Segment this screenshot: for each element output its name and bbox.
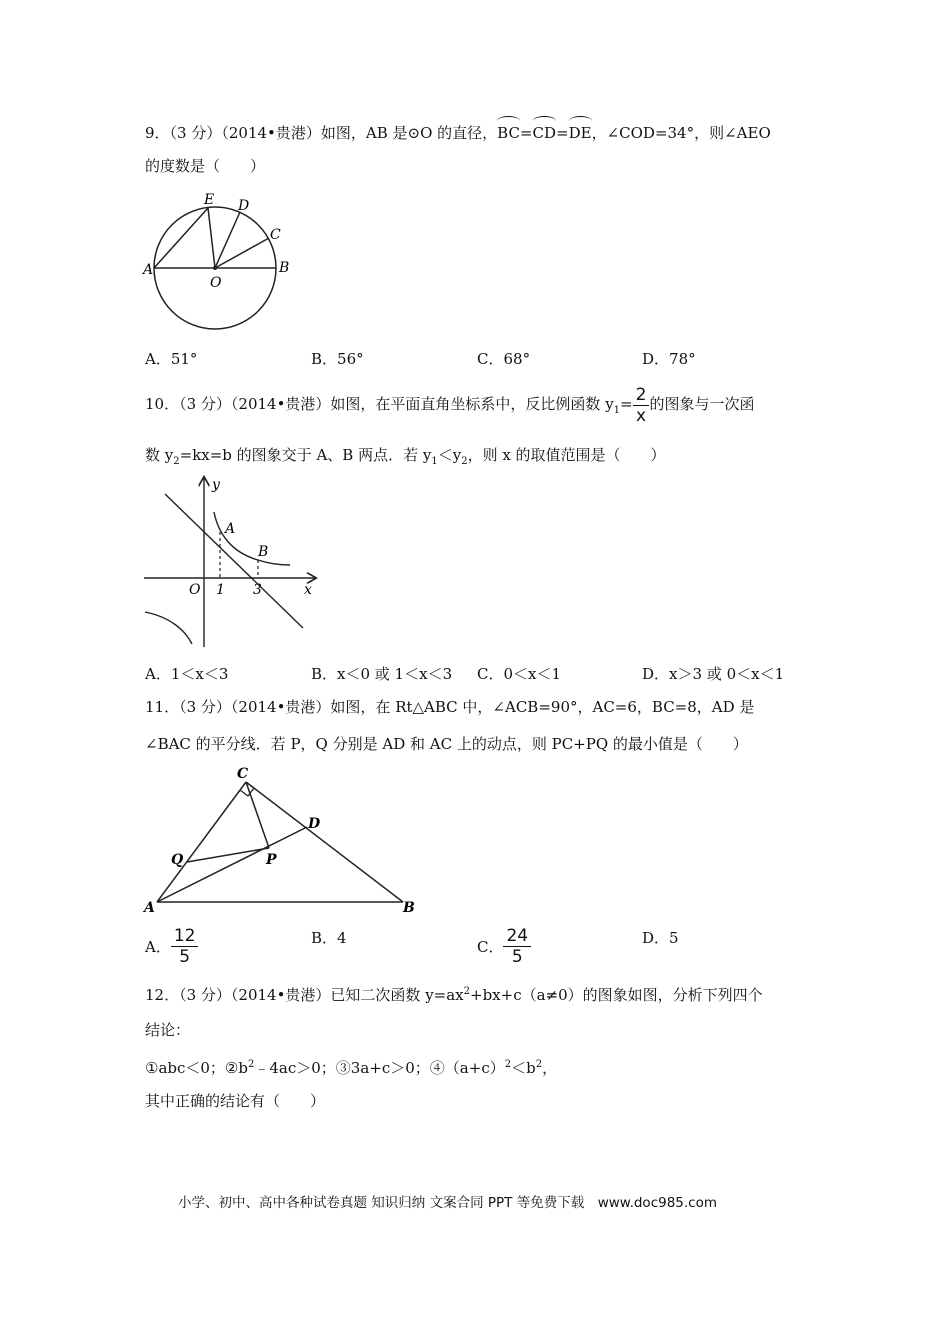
q11-line1: 11．（3 分）（2014•贵港）如图，在 Rt△ABC 中，∠ACB=90°，AC=6，BC=8，AD 是 [145,698,755,716]
q10-option-c[interactable]: C．0＜x＜1 [477,665,562,683]
fraction-12-over-5: $\frac{12}{5}$ [171,926,199,967]
radius-oc [215,238,269,268]
q11-triangle-figure [138,762,423,917]
arc-cd: CD [533,118,557,143]
fraction-24-over-5: $\frac{24}{5}$ [503,926,531,967]
label-1: 1 [216,582,225,598]
line-y2 [165,494,303,628]
arc-de: DE [569,118,592,143]
q9-line2: 的度数是（ ） [145,157,266,175]
label-d: D [238,198,250,214]
hyperbola-branch-1 [214,512,290,565]
q9-option-b[interactable]: B．56° [311,350,364,368]
fraction-2-over-x: $\frac{2}{x}$ [633,385,650,426]
q12-line3: ①abc＜0；$②b^2﹣4ac>0$；③3a+c＞0；$④(a+c)^2<b^2$， [145,1059,558,1077]
q9-option-d[interactable]: D．78° [642,350,696,368]
side-ac [157,782,246,902]
radius-od [215,212,240,268]
label-q: Q [171,852,184,868]
q10-option-d[interactable]: D．x＞3 或 0＜x＜1 [642,665,785,683]
label-origin: O [189,582,201,598]
label-b: B [258,544,269,560]
q11-line2: ∠BAC 的平分线．若 P，Q 分别是 AD 和 AC 上的动点，则 PC+PQ 的最小值是（ ） [145,735,748,753]
label-e: E [204,192,215,208]
label-p: P [266,852,277,868]
label-c: C [237,766,249,782]
label-3: 3 [253,582,262,598]
side-cb [246,782,403,902]
label-b: B [403,900,415,916]
q9-option-a[interactable]: A．51° [145,350,198,368]
q12-line1: 12．（3 分）（2014•贵港）已知二次函数 $y=ax^2+bx+c(a\ne 0)$的图象如图，分析下列四个 [145,986,763,1004]
label-a: A [143,262,154,278]
q11-option-d[interactable]: D．5 [642,929,679,947]
q10-line2: 数 $y_2=kx=b$ 的图象交于 A、B 两点．若 $y_1<y_2$，则 x 的取值范围是（ ） [145,446,666,467]
label-c: C [270,227,281,243]
right-angle-mark [240,788,254,796]
q11-option-a[interactable]: A． $\frac{12}{5}$ [145,926,198,967]
radius-oe [208,208,215,268]
arc-bc: BC [497,118,520,143]
label-a: A [225,521,236,537]
center-point [213,266,217,270]
q9-option-c[interactable]: C．68° [477,350,531,368]
q10-line1: 10．（3 分）（2014•贵港）如图，在平面直角坐标系中，反比例函数 $y_1=$ $\frac{2}{x}$ 的图象与一次函 [145,384,755,426]
hyperbola-branch-2 [145,612,192,644]
q9-circle-figure [140,188,300,333]
q10-option-b[interactable]: B．x＜0 或 1＜x＜3 [311,665,453,683]
q12-line2: 结论： [145,1021,191,1039]
q9-line1: 9．（3 分）（2014•贵港）如图，AB 是⊙O 的直径，BC=CD=DE，∠COD=34°，则∠AEO [145,118,771,143]
label-y: y [212,477,220,493]
label-d: D [308,816,321,832]
segment-cp [246,782,269,848]
q11-option-b[interactable]: B．4 [311,929,347,947]
page-footer: 小学、初中、高中各种试卷真题 知识归纳 文案合同 PPT 等免费下载 www.doc985.com [178,1195,718,1211]
label-b: B [279,260,290,276]
q11-option-c[interactable]: C． $\frac{24}{5}$ [477,926,531,967]
label-a: A [144,900,155,916]
q10-graph-figure [140,472,320,652]
q10-option-a[interactable]: A．1＜x＜3 [145,665,229,683]
label-x: x [304,582,312,598]
label-o: O [210,275,222,291]
q12-line4: 其中正确的结论有（ ） [145,1092,326,1110]
segment-qp [187,848,269,862]
